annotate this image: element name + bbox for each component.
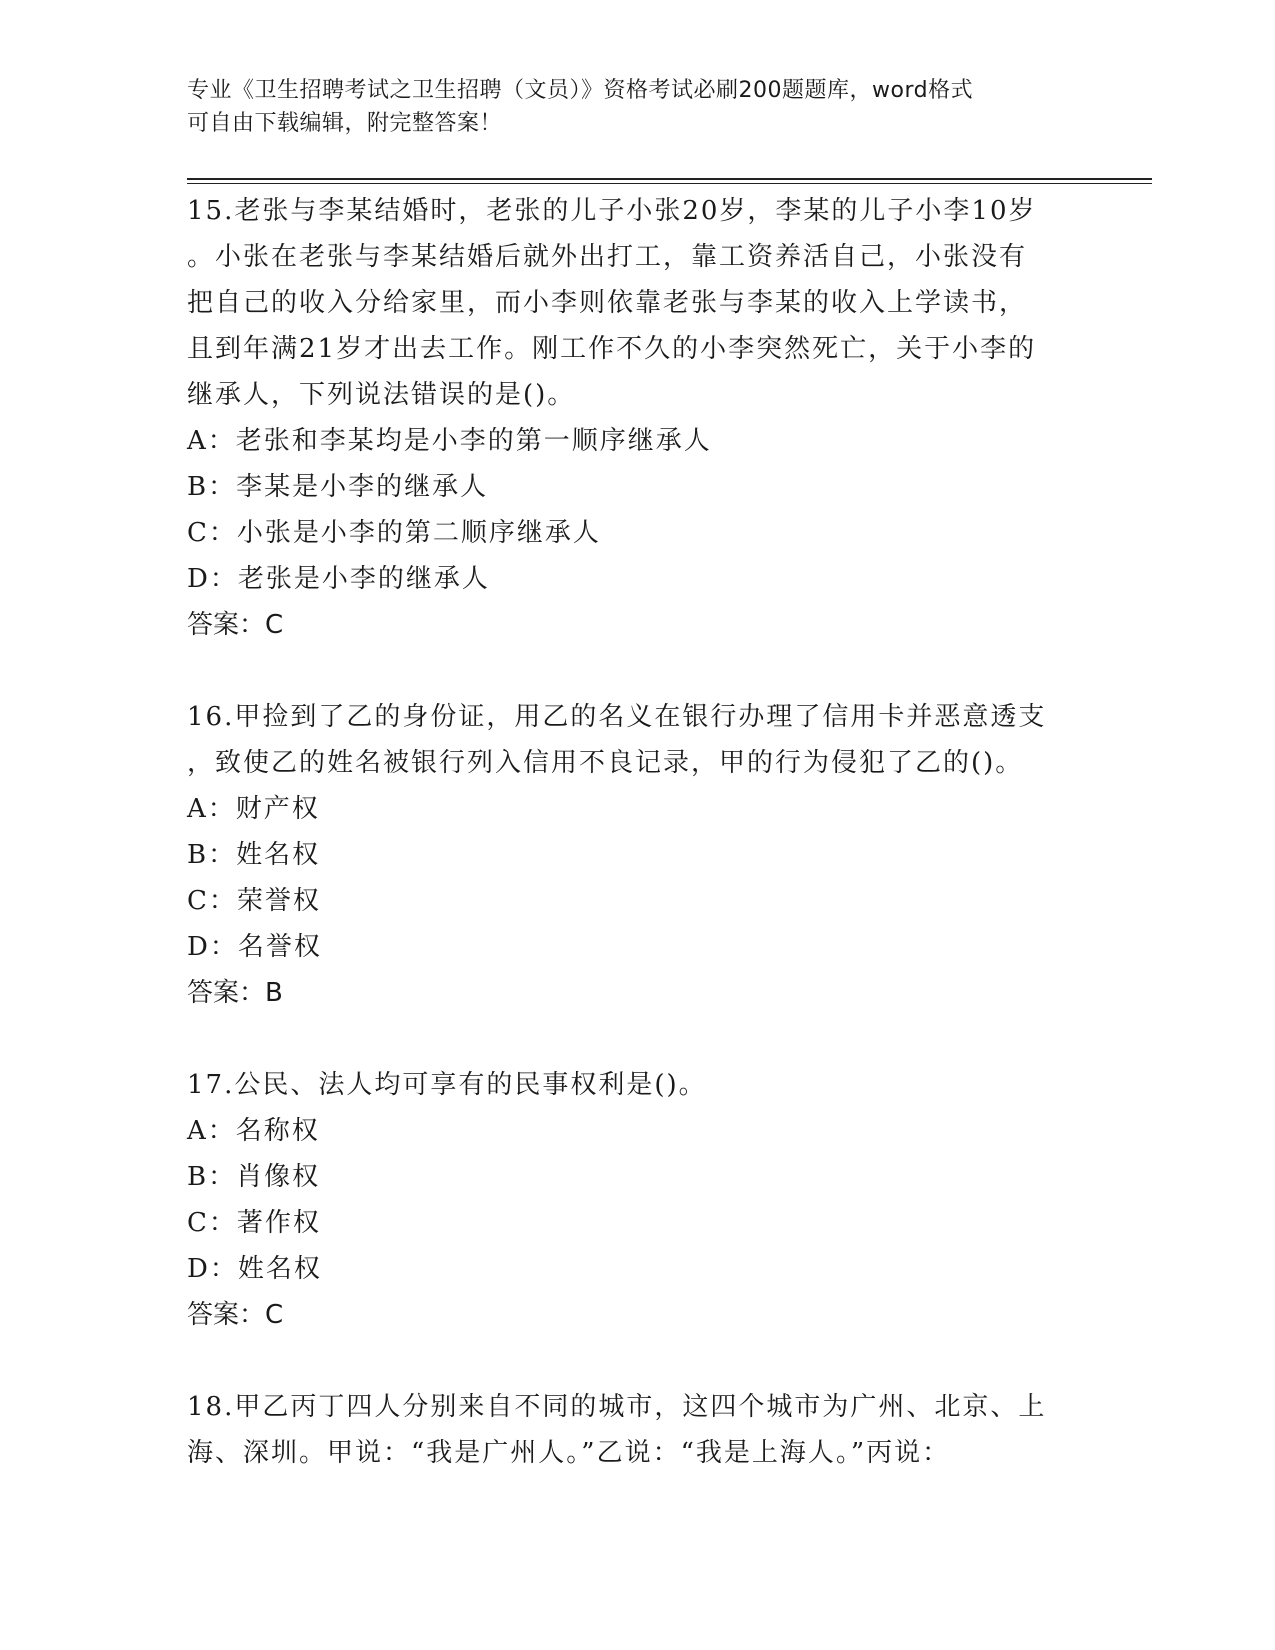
spacer — [187, 648, 1087, 694]
option-c: C：小张是小李的第二顺序继承人 — [187, 518, 601, 548]
question-text-line: 把自己的收入分给家里，而小李则依靠老张与李某的收入上学读书， — [187, 288, 1028, 318]
question-text-line: 。小张在老张与李某结婚后就外出打工，靠工资养活自己，小张没有 — [187, 242, 1028, 272]
option-a: A：名称权 — [187, 1116, 320, 1146]
option-d: D：老张是小李的继承人 — [187, 564, 490, 594]
question-18 — [187, 1384, 1087, 1476]
question-text-line: 16.甲捡到了乙的身份证，用乙的名义在银行办理了信用卡并恶意透支 — [187, 702, 1047, 732]
question-text-line: 17.公民、法人均可享有的民事权利是()。 — [187, 1070, 707, 1100]
option-a: A：老张和李某均是小李的第一顺序继承人 — [187, 426, 712, 456]
question-text-line: 18.甲乙丙丁四人分别来自不同的城市，这四个城市为广州、北京、上 — [187, 1392, 1047, 1422]
question-17 — [187, 1062, 1087, 1292]
option-b: B：姓名权 — [187, 840, 321, 870]
option-c: C：著作权 — [187, 1208, 321, 1238]
spacer — [187, 1338, 1087, 1384]
option-d: D：姓名权 — [187, 1254, 322, 1284]
question-text-line: 15.老张与李某结婚时，老张的儿子小张20岁，李某的儿子小李10岁 — [187, 196, 1037, 226]
option-b: B：肖像权 — [187, 1162, 321, 1192]
spacer — [187, 1016, 1087, 1062]
question-text-line: 且到年满21岁才出去工作。刚工作不久的小李突然死亡，关于小李的 — [187, 334, 1037, 364]
option-a: A：财产权 — [187, 794, 320, 824]
option-b: B：李某是小李的继承人 — [187, 472, 489, 502]
answer-17: 答案：C — [187, 1300, 284, 1330]
question-15 — [187, 188, 1087, 602]
question-16 — [187, 694, 1087, 970]
question-list — [187, 188, 1087, 1476]
header-line-1: 专业《卫生招聘考试之卫生招聘（文员）》资格考试必刷200题题库，word格式 — [187, 78, 974, 103]
header-divider-thick — [187, 178, 1152, 180]
document-header — [187, 74, 1067, 140]
answer-15: 答案：C — [187, 610, 284, 640]
header-divider-thin — [187, 183, 1152, 184]
question-text-line: 海、深圳。甲说：“我是广州人。”乙说：“我是上海人。”丙说： — [187, 1438, 951, 1468]
question-text-line: ，致使乙的姓名被银行列入信用不良记录，甲的行为侵犯了乙的()。 — [187, 748, 1024, 778]
option-c: C：荣誉权 — [187, 886, 321, 916]
option-d: D：名誉权 — [187, 932, 322, 962]
question-text-line: 继承人，下列说法错误的是()。 — [187, 380, 576, 410]
header-line-2: 可自由下载编辑，附完整答案！ — [187, 111, 503, 136]
answer-16: 答案：B — [187, 978, 283, 1008]
